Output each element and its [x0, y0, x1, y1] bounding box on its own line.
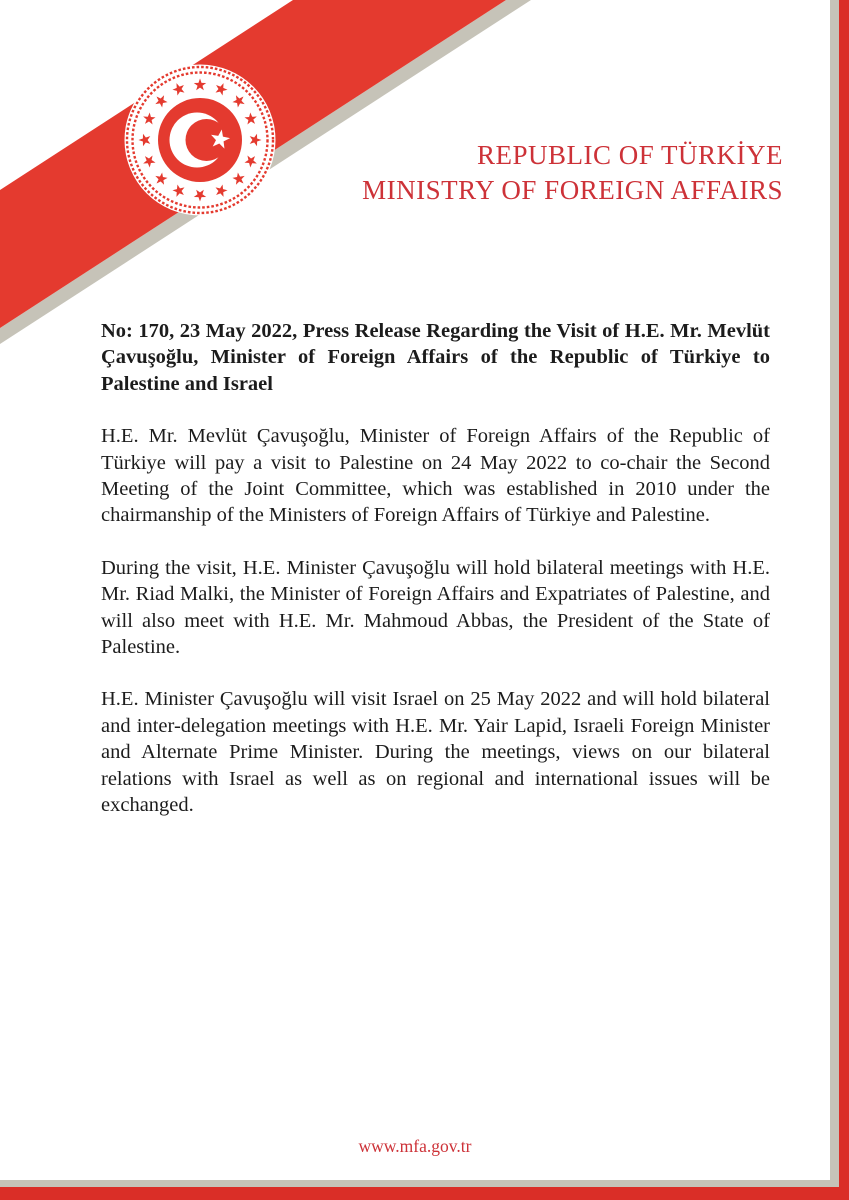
header-line-republic: REPUBLIC OF TÜRKİYE — [476, 140, 783, 170]
body-paragraph-2: During the visit, H.E. Minister Çavuşoğlu will hold bilateral meetings with H.E. Mr. Riad Malki, the Minister of Foreign Affairs and Expatriates of Palestine, and will also meet with H.E. Mr. Mahmoud Abbas, the President of the State of Palestine. — [101, 556, 770, 659]
body-paragraph-3: H.E. Minister Çavuşoğlu will visit Israel on 25 May 2022 and will hold bilateral and inter-delegation meetings with H.E. Mr. Yair Lapid, Israeli Foreign Minister and Alternate Prime Minister. During the meetings, views on our bilateral relations with Israel as well as on regional and international issues will be exchanged. — [101, 688, 770, 817]
footer-url: www.mfa.gov.tr — [358, 1136, 472, 1156]
header-line-ministry: MINISTRY OF FOREIGN AFFAIRS — [362, 175, 783, 205]
page-footer — [0, 1136, 830, 1157]
body-paragraph-1: H.E. Mr. Mevlüt Çavuşoğlu, Minister of Foreign Affairs of the Republic of Türkiye will pay a visit to Palestine on 24 May 2022 to co-chair the Second Meeting of the Joint Committee, which was established in 2010 under the chairmanship of the Ministers of Foreign Affairs of Türkiye and Palestine. — [101, 425, 770, 527]
mfa-emblem-icon — [125, 65, 276, 216]
bottom-edge-red-stripe — [0, 1187, 849, 1200]
ministry-header — [362, 138, 783, 208]
right-edge-shadow — [830, 0, 839, 1187]
press-release-title: No: 170, 23 May 2022, Press Release Regarding the Visit of H.E. Mr. Mevlüt Çavuşoğlu, Minister of Foreign Affairs of the Republic of Türkiye to Palestine and Israel — [101, 320, 770, 395]
document-body — [101, 318, 770, 845]
right-edge-red-stripe — [839, 0, 849, 1200]
bottom-edge-shadow — [0, 1180, 839, 1187]
